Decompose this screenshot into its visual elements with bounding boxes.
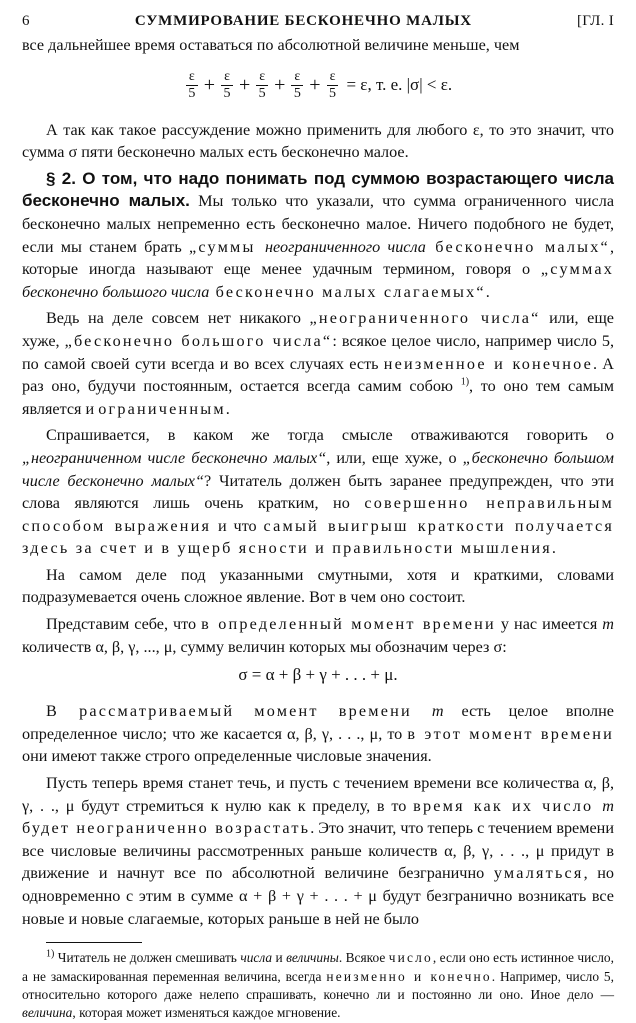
plus-sign: + [274,74,286,97]
plus-sign: + [309,74,321,97]
paragraph-4: Спрашивается, в каком же тогда смысле отваживаются говорить о „неограниченном числе бесконечно малых“, или, еще хуже, о „бесконечно большом числе бесконечно малых“? Читатель должен быть заранее предупрежден, что эти слова являются лишь очень кратким, но совершенно неправильным способом выражения и что самый выигрыш краткости получается здесь за счет и в ущерб ясности и правильности мышления. [22,426,615,558]
paragraph-5: На самом деле под указанными смутными, хотя и краткими, словами подразумевается очень сложное явление. Вот в чем оно состоит. [22,565,614,607]
paragraph-2: А так как такое рассуждение можно применить для любого ε, то это значит, что сумма σ пяти бесконечно малых есть бесконечно малое. [22,120,614,162]
paragraph-7: В рассматриваемый момент времени m есть целое вполне определенное число; что же касается α, β, γ, . . ., μ, то в этот момент времени они имеют также строго определенные числовые значения. [22,702,614,766]
footnote-ref: 1) [460,376,470,388]
fraction-4: $\frac{\varepsilon}{5}$ [291,69,303,102]
running-header [22,10,614,34]
plus-sign: + [238,74,251,97]
fraction-2: $\frac{\varepsilon}{5}$ [221,69,233,102]
fraction-5: $\frac{\varepsilon}{5}$ [327,69,339,102]
footnote: $^{1)}$ Читатель не должен смешивать числа и величины. Всякое число, если оно есть истинное число, а не замаскированная переменная величина, всегда неизменно и конечно. Например, число 5, относительно которого даже нелепо спрашивать, конечно ли и постоянно ли оно. Иное дело — величина, которая может изменяться каждое мгновение. [22,948,614,1021]
formula-sum-of-fifths [22,61,614,111]
paragraph-3: Ведь на деле совсем нет никакого „неограниченного числа“ или, еще хуже, „бесконечно большого числа“: всякое целое число, например число 5, по самой своей сути всегда и во всех случаях есть неизменное и конечное. А раз оно, будучи постоянным, остается всегда самим собою $^{1)}$, то оно тем самым является и ограниченным. [22,309,614,418]
plus-sign: + [203,74,216,97]
formula-tail: = ε, т. е. |σ| < ε. [346,75,453,95]
running-title: СУММИРОВАНИЕ БЕСКОНЕЧНО МАЛЫХ [134,13,472,29]
page-number: 6 [22,13,30,29]
chapter-label: [ГЛ. I [576,13,614,29]
footnote-divider [46,942,142,943]
section-heading: § 2. О том, что надо понимать под суммою возрастающего числа бесконечно малых. [22,168,614,211]
paragraph-1: все дальнейшее время оставаться по абсолютной величине меньше, чем [22,36,520,54]
formula-sigma-sum: σ = α + β + γ + . . . + μ. [238,665,398,685]
fraction-1: $\frac{\varepsilon}{5}$ [186,69,198,102]
paragraph-6: Представим себе, что в определенный момент времени у нас имеется m количеств α, β, γ, ..., μ, сумму величин которых мы обозначим через σ: [22,615,614,656]
fraction-3: $\frac{\varepsilon}{5}$ [256,69,268,102]
paragraph-8: Пусть теперь время станет течь, и пусть с течением времени все количества α, β, γ, . ., μ будут стремиться к нулю как к пределу, в то время как их число m будет неограниченно возрастать. Это значит, что теперь с течением времени все числовые величины рассмотренных раньше количеств α, β, γ, . . ., μ придут в движение и начнут все по абсолютной величине безгранично умаляться, но одновременно с этим в сумме α + β + γ + . . . + μ будут безгранично возникать все новые и новые слагаемые, которых раньше в ней не было [22,774,614,928]
section-2-paragraph: § 2. О том, что надо понимать под суммою возрастающего числа бесконечно малых. Мы только что указали, что сумма ограниченного числа бесконечно малых непременно есть бесконечно малое. Ничего подобного не будет, если мы станем брать „суммы неограниченного числа бесконечно малых“, которые иногда называют еще менее удачным термином, говоря о „суммах бесконечно большого числа бесконечно малых слагаемых“. [22,168,615,301]
